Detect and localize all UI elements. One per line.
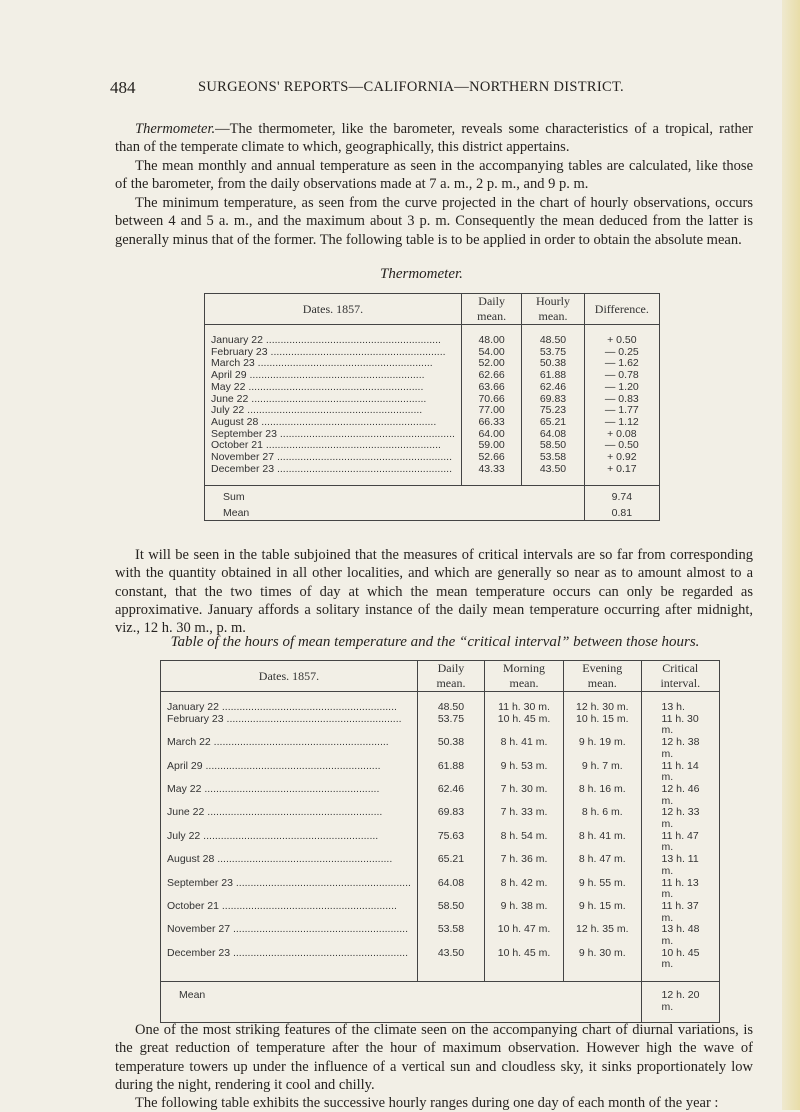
row-value: — 1.62 — [584, 358, 659, 370]
table-caption-critical-interval: Table of the hours of mean temperature and the “critical interval” between those hours. — [170, 634, 700, 650]
table-header-row — [161, 661, 720, 692]
row-date: September 23 ............................................................ — [205, 429, 462, 441]
row-value: 9 h. 55 m. — [564, 878, 642, 901]
row-value: 50.38 — [417, 737, 484, 760]
table-row — [205, 440, 660, 452]
row-value: — 0.83 — [584, 394, 659, 406]
row-value: 61.88 — [417, 761, 484, 784]
row-value: 64.00 — [461, 429, 521, 441]
row-value: 12 h. 38 m. — [641, 737, 719, 760]
table-row — [205, 464, 660, 476]
row-value: 10 h. 15 m. — [564, 714, 642, 737]
row-value: 13 h. 11 m. — [641, 854, 719, 877]
mean-value: 0.81 — [584, 504, 659, 520]
row-date: May 22 ............................................................ — [161, 784, 418, 807]
mean-row — [161, 982, 720, 1022]
table-row — [205, 452, 660, 464]
row-date: January 22 ............................................................ — [205, 335, 462, 347]
column-header: Hourly mean. — [522, 294, 584, 325]
row-date: June 22 ............................................................ — [161, 807, 418, 830]
table-caption-thermometer: Thermometer. — [380, 266, 463, 282]
row-value: — 0.78 — [584, 370, 659, 382]
row-value: 64.08 — [417, 878, 484, 901]
mean-value: 12 h. 20 m. — [641, 982, 719, 1022]
row-value: 62.46 — [417, 784, 484, 807]
row-value: 8 h. 54 m. — [485, 831, 564, 854]
row-value: 11 h. 14 m. — [641, 761, 719, 784]
row-value: 8 h. 47 m. — [564, 854, 642, 877]
paragraph-text: —The thermometer, like the barometer, reveals some characteristics of a tropical, rather than of the temperate climate to which, geographically, this district appertains. — [115, 121, 753, 156]
row-value: 66.33 — [461, 417, 521, 429]
row-value: 11 h. 37 m. — [641, 901, 719, 924]
row-value: 8 h. 41 m. — [564, 831, 642, 854]
row-value: 58.50 — [522, 440, 584, 452]
row-value: — 1.20 — [584, 382, 659, 394]
row-value: 7 h. 36 m. — [485, 854, 564, 877]
table-row — [161, 854, 720, 877]
row-value: 7 h. 33 m. — [485, 807, 564, 830]
row-value: 48.50 — [522, 335, 584, 347]
row-date: December 23 ............................................................ — [161, 948, 418, 971]
row-value: 69.83 — [522, 394, 584, 406]
mean-label: Mean — [161, 982, 642, 1022]
table-header-row — [205, 294, 660, 325]
table-row — [161, 737, 720, 760]
row-date: April 29 ............................................................ — [205, 370, 462, 382]
row-value: 63.66 — [461, 382, 521, 394]
table-row — [205, 405, 660, 417]
mean-label: Mean — [205, 504, 585, 520]
table-row — [205, 429, 660, 441]
row-value: 61.88 — [522, 370, 584, 382]
table-row — [161, 807, 720, 830]
row-date: March 22 ............................................................ — [161, 737, 418, 760]
table-row — [205, 382, 660, 394]
page-number: 484 — [110, 78, 136, 97]
column-header: Difference. — [584, 294, 659, 325]
row-value: 9 h. 38 m. — [485, 901, 564, 924]
column-header: Evening mean. — [564, 661, 642, 692]
row-value: 8 h. 41 m. — [485, 737, 564, 760]
table-row — [205, 347, 660, 359]
row-value: 8 h. 6 m. — [564, 807, 642, 830]
row-value: 12 h. 35 m. — [564, 924, 642, 947]
row-value: + 0.50 — [584, 335, 659, 347]
sum-label: Sum — [205, 486, 585, 504]
thermometer-table — [204, 293, 660, 521]
column-header: Dates. 1857. — [161, 661, 418, 692]
row-value: 59.00 — [461, 440, 521, 452]
table-row — [205, 417, 660, 429]
row-value: 9 h. 53 m. — [485, 761, 564, 784]
row-date: November 27 ............................................................ — [161, 924, 418, 947]
row-value: 9 h. 15 m. — [564, 901, 642, 924]
paragraph-critical-intervals: It will be seen in the table subjoined that the measures of critical intervals are so far from corresponding with the quantity obtained in all other localities, and which are generally so near as to amount almost to a constant, that the two times of day at which the mean temperature occurs can only be regarded as approximative. January affords a solitary instance of the daily mean temperature occurring after midnight, viz., 12 h. 30 m., p. m. — [115, 547, 753, 637]
row-value: 12 h. 46 m. — [641, 784, 719, 807]
column-header: Dates. 1857. — [205, 294, 462, 325]
row-value: 12 h. 30 m. — [564, 702, 642, 714]
row-date: July 22 ............................................................ — [161, 831, 418, 854]
table-row — [205, 335, 660, 347]
table-row — [161, 831, 720, 854]
row-value: 8 h. 16 m. — [564, 784, 642, 807]
row-value: 10 h. 45 m. — [641, 948, 719, 971]
paragraph-minimum-temperature: The minimum temperature, as seen from the curve projected in the chart of hourly observations, occurs between 4 and 5 a. m., and the maximum about 3 p. m. Consequently the mean deduced from the latter is generally minus that of the former. The following table is to be applied in order to obtain the absolute mean. — [115, 195, 753, 248]
row-value: 11 h. 30 m. — [485, 702, 564, 714]
row-value: 58.50 — [417, 901, 484, 924]
table-row — [161, 924, 720, 947]
row-date: October 21 ............................................................ — [161, 901, 418, 924]
row-date: March 23 ............................................................ — [205, 358, 462, 370]
row-value: 64.08 — [522, 429, 584, 441]
row-value: 13 h. — [641, 702, 719, 714]
row-value: 53.58 — [522, 452, 584, 464]
row-date: October 21 ............................................................ — [205, 440, 462, 452]
row-value: 77.00 — [461, 405, 521, 417]
page-edge — [782, 0, 800, 1110]
row-value: 75.63 — [417, 831, 484, 854]
row-value: — 0.25 — [584, 347, 659, 359]
row-date: February 23 ............................................................ — [161, 714, 418, 737]
row-value: 11 h. 47 m. — [641, 831, 719, 854]
sum-value: 9.74 — [584, 486, 659, 504]
row-value: 7 h. 30 m. — [485, 784, 564, 807]
row-value: 50.38 — [522, 358, 584, 370]
row-value: 10 h. 47 m. — [485, 924, 564, 947]
table-row — [161, 901, 720, 924]
row-date: September 23 ............................................................ — [161, 878, 418, 901]
row-date: April 29 ............................................................ — [161, 761, 418, 784]
row-date: December 23 ............................................................ — [205, 464, 462, 476]
row-value: 11 h. 13 m. — [641, 878, 719, 901]
row-date: July 22 ............................................................ — [205, 405, 462, 417]
row-date: January 22 ............................................................ — [161, 702, 418, 714]
row-value: — 0.50 — [584, 440, 659, 452]
table-row — [161, 784, 720, 807]
row-value: 69.83 — [417, 807, 484, 830]
column-header: Morning mean. — [485, 661, 564, 692]
row-date: May 22 ............................................................ — [205, 382, 462, 394]
column-header: Critical interval. — [641, 661, 719, 692]
row-date: November 27 ............................................................ — [205, 452, 462, 464]
row-date: February 23 ............................................................ — [205, 347, 462, 359]
running-title: SURGEONS' REPORTS—CALIFORNIA—NORTHERN DISTRICT. — [198, 79, 624, 95]
row-value: 8 h. 42 m. — [485, 878, 564, 901]
table-row — [161, 702, 720, 714]
table-row — [161, 714, 720, 737]
table-row — [161, 878, 720, 901]
row-value: 48.00 — [461, 335, 521, 347]
table-row — [161, 948, 720, 971]
paragraph-mean-temperature: The mean monthly and annual temperature as seen in the accompanying tables are calculated, like those of the barometer, from the daily observations made at 7 a. m., 2 p. m., and 9 p. m. — [115, 158, 753, 193]
row-value: — 1.77 — [584, 405, 659, 417]
row-value: — 1.12 — [584, 417, 659, 429]
paragraph-hourly-ranges: The following table exhibits the successive hourly ranges during one day of each month of the year : — [135, 1095, 719, 1111]
row-value: 43.50 — [522, 464, 584, 476]
row-value: + 0.17 — [584, 464, 659, 476]
table-row — [205, 370, 660, 382]
column-header: Daily mean. — [461, 294, 521, 325]
row-value: 53.58 — [417, 924, 484, 947]
table-row — [205, 394, 660, 406]
row-value: 9 h. 19 m. — [564, 737, 642, 760]
row-value: 62.66 — [461, 370, 521, 382]
row-date: June 22 ............................................................ — [205, 394, 462, 406]
paragraph-thermometer — [115, 120, 753, 157]
row-value: 11 h. 30 m. — [641, 714, 719, 737]
row-value: 52.00 — [461, 358, 521, 370]
column-header: Daily mean. — [417, 661, 484, 692]
row-value: 10 h. 45 m. — [485, 714, 564, 737]
row-value: 75.23 — [522, 405, 584, 417]
row-value: 52.66 — [461, 452, 521, 464]
table-row — [161, 761, 720, 784]
paragraph-lead: Thermometer. — [135, 121, 216, 137]
paragraph-striking-features: One of the most striking features of the climate seen on the accompanying chart of diurnal variations, is the great reduction of temperature after the hour of maximum observation. However high the wave of temperature towers up under the influence of a vertical sun and cloudless sky, it sinks proportionately low during the night, rendering it cool and chilly. — [115, 1022, 753, 1093]
row-value: 54.00 — [461, 347, 521, 359]
row-date: August 28 ............................................................ — [161, 854, 418, 877]
table-row — [205, 358, 660, 370]
page-header — [110, 78, 750, 98]
row-value: 12 h. 33 m. — [641, 807, 719, 830]
row-value: 48.50 — [417, 702, 484, 714]
critical-interval-table — [160, 660, 720, 1023]
row-value: 43.33 — [461, 464, 521, 476]
sum-row — [205, 486, 660, 504]
row-value: 62.46 — [522, 382, 584, 394]
row-value: + 0.08 — [584, 429, 659, 441]
row-value: 70.66 — [461, 394, 521, 406]
row-value: 13 h. 48 m. — [641, 924, 719, 947]
row-date: August 28 ............................................................ — [205, 417, 462, 429]
row-value: 10 h. 45 m. — [485, 948, 564, 971]
row-value: 53.75 — [522, 347, 584, 359]
row-value: 65.21 — [522, 417, 584, 429]
row-value: + 0.92 — [584, 452, 659, 464]
mean-row — [205, 504, 660, 520]
row-value: 65.21 — [417, 854, 484, 877]
row-value: 9 h. 30 m. — [564, 948, 642, 971]
row-value: 43.50 — [417, 948, 484, 971]
row-value: 53.75 — [417, 714, 484, 737]
row-value: 9 h. 7 m. — [564, 761, 642, 784]
